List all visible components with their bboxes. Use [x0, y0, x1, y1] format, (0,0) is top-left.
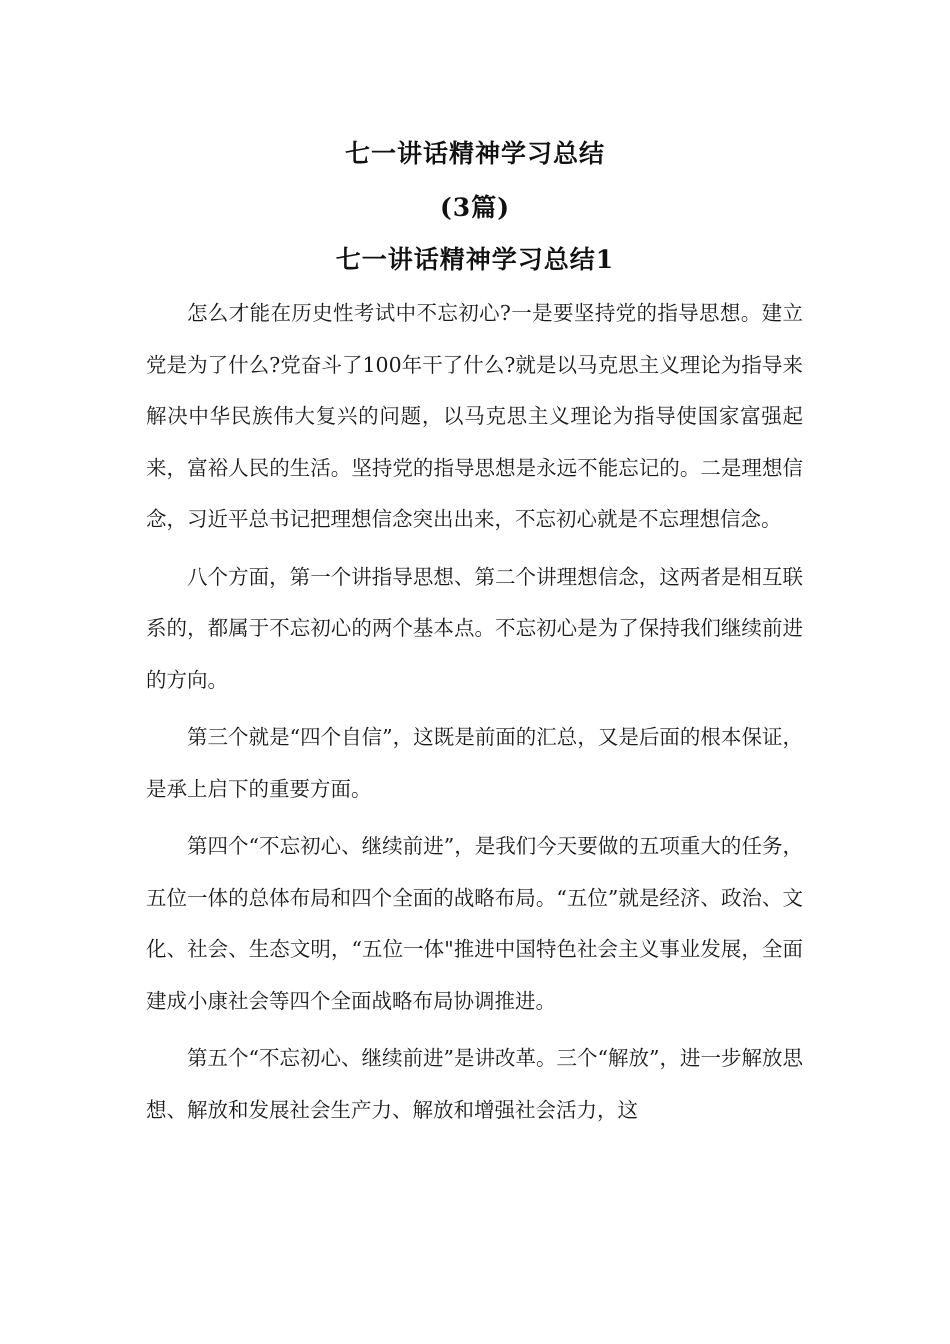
paragraph: 八个方面，第一个讲指导思想、第二个讲理想信念，这两者是相互联系的，都属于不忘初心的两个基本点。不忘初心是为了保持我们继续前进的方向。: [146, 564, 803, 692]
paragraph: 第三个就是“四个自信”，这既是前面的汇总，又是后面的根本保证，是承上启下的重要方面。: [146, 725, 803, 801]
document-subtitle: (3篇): [439, 193, 511, 222]
paragraph: 怎么才能在历史性考试中不忘初心?一是要坚持党的指导思想。建立党是为了什么?党奋斗了100年干了什么?就是以马克思主义理论为指导来解决中华民族伟大复兴的问题，以马克思主义理论为指导使国家富强起来，富裕人民的生活。坚持党的指导思想是永远不能忘记的。二是理想信念，习近平总书记把理想信念突出出来，不忘初心就是不忘理想信念。: [146, 301, 803, 531]
section-title: 七一讲话精神学习总结1: [335, 245, 615, 274]
document-body: [146, 288, 803, 1142]
paragraph: 第五个“不忘初心、继续前进”是讲改革。三个“解放”，进一步解放思想、解放和发展社会生产力、解放和增强社会活力，这: [146, 1046, 803, 1122]
paragraph: 第四个“不忘初心、继续前进”，是我们今天要做的五项重大的任务，五位一体的总体布局和四个全面的战略布局。“五位”就是经济、政治、文化、社会、生态文明，“五位一体"推进中国特色社会主义事业发展，全面建成小康社会等四个全面战略布局协调推进。: [146, 834, 803, 1013]
document-title: 七一讲话精神学习总结: [344, 139, 605, 168]
